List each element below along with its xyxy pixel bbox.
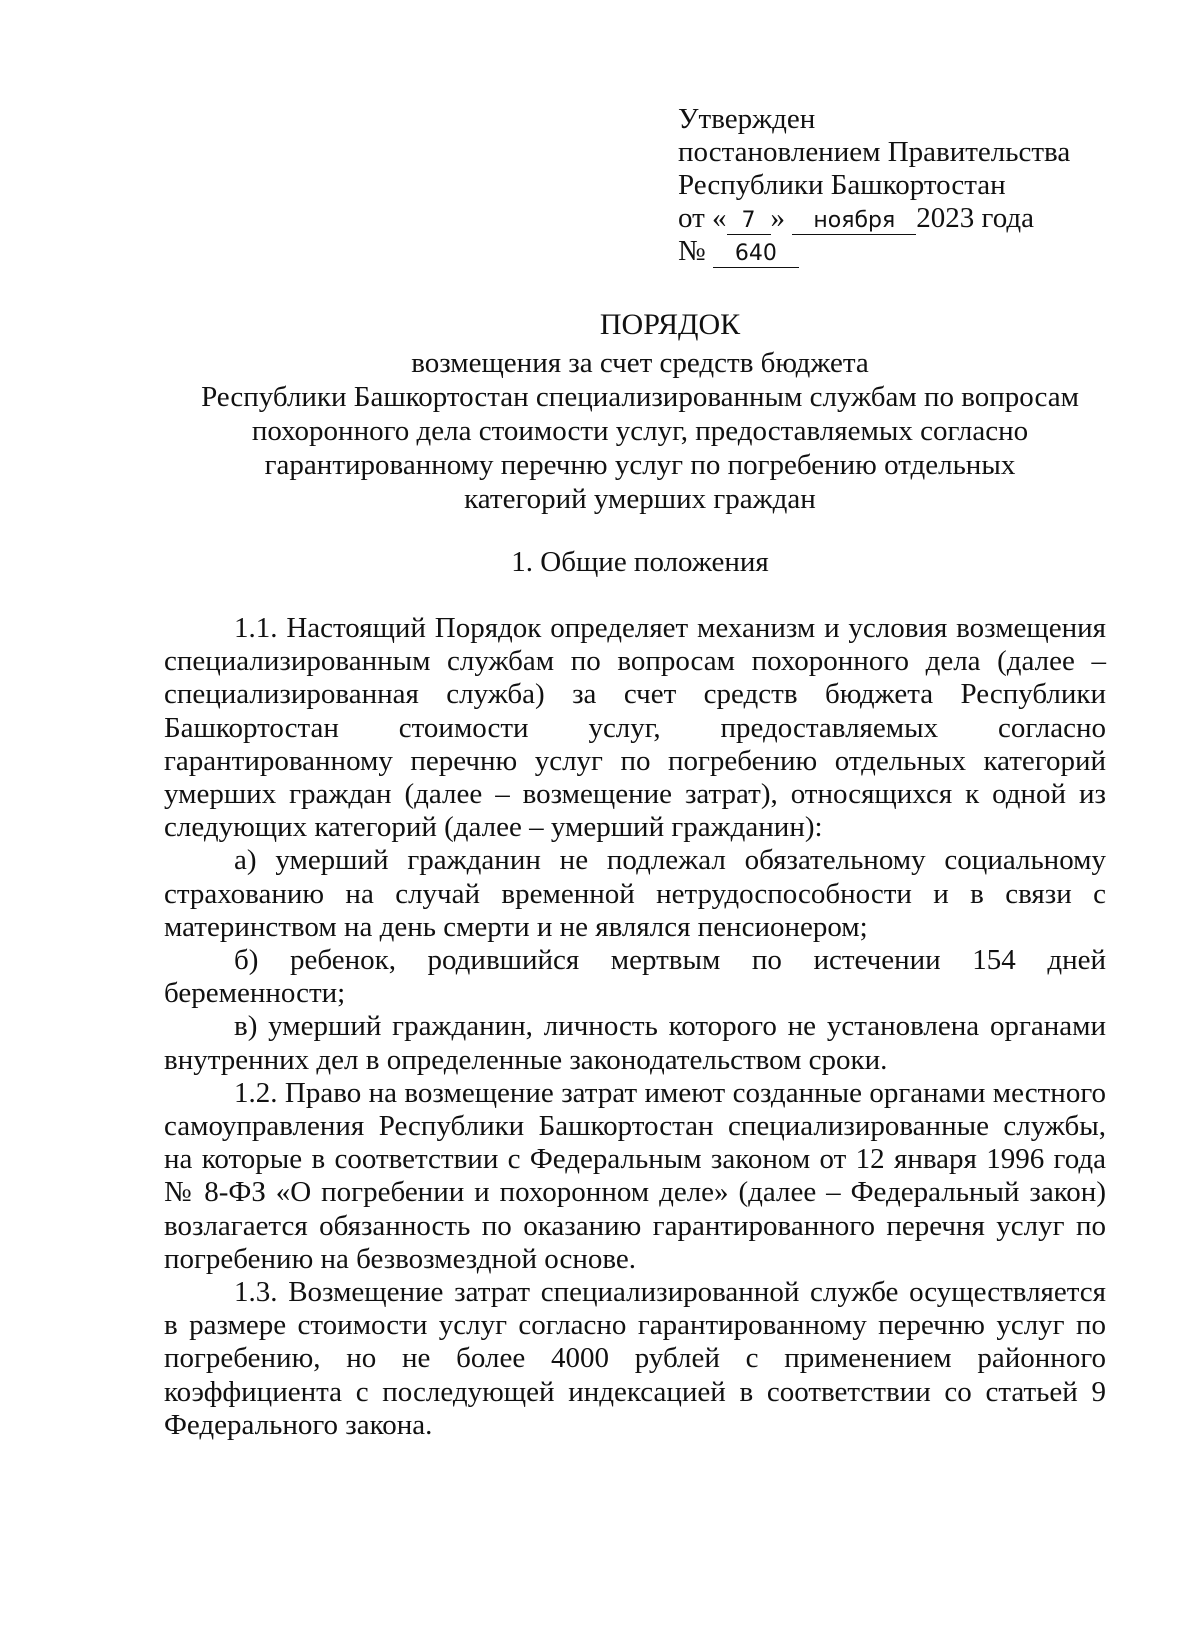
paragraph-item-v: в) умерший гражданин, личность которого не установлена органами внутренних дел в определенные законодательством сроки. — [164, 1010, 1106, 1076]
subtitle-line: гарантированному перечню услуг по погребению отдельных — [264, 449, 1016, 481]
date-prefix: от « — [678, 202, 727, 234]
approval-region: Республики Башкортостан — [678, 169, 1006, 201]
approval-block — [678, 103, 1138, 268]
approval-heading: Утвержден — [678, 103, 816, 135]
subtitle-line: возмещения за счет средств бюджета — [411, 347, 869, 379]
number-prefix: № — [678, 235, 706, 267]
document-number: 640 — [713, 241, 799, 268]
paragraph-1-1: 1.1. Настоящий Порядок определяет механизм и условия возмещения специализированным службам по вопросам похоронного дела (далее – специализированная служба) за счет средств бюджета Республики Башкортостан стоимости услуг, предоставляемых согласно гарантированному перечню услуг по погребению отдельных категорий умерших граждан (далее – возмещение затрат), относящихся к одной из следующих категорий (далее – умерший гражданин): — [164, 612, 1106, 844]
document-title: ПОРЯДОК — [599, 308, 741, 341]
paragraph-1-2: 1.2. Право на возмещение затрат имеют созданные органами местного самоуправления Республики Башкортостан специализированные службы, на которые в соответствии с Федеральным законом от 12 января 1996 года № 8-ФЗ «О погребении и похоронном деле» (далее – Федеральный закон) возлагается обязанность по оказанию гарантированного перечня услуг по погребению на безвозмездной основе. — [164, 1076, 1106, 1275]
date-day: 7 — [727, 208, 771, 235]
paragraph-1-3: 1.3. Возмещение затрат специализированной службе осуществляется в размере стоимости услуг согласно гарантированному перечню услуг по погребению, но не более 4000 рублей с применением районного коэффициента с последующей индексацией в соответствии со статьей 9 Федерального закона. — [164, 1276, 1106, 1441]
approval-authority: постановлением Правительства — [678, 136, 1071, 168]
date-month: ноября — [792, 208, 916, 235]
approval-number — [678, 235, 1138, 268]
document-subtitle — [120, 346, 1160, 516]
paragraph-item-a: а) умерший гражданин не подлежал обязательному социальному страхованию на случай временной нетрудоспособности и в связи с материнством на день смерти и не являлся пенсионером; — [164, 844, 1106, 943]
approval-date — [678, 202, 1138, 235]
subtitle-line: Республики Башкортостан специализированным службам по вопросам — [201, 381, 1079, 413]
subtitle-line: похоронного дела стоимости услуг, предоставляемых согласно — [251, 415, 1029, 447]
paragraph-item-b: б) ребенок, родившийся мертвым по истечении 154 дней беременности; — [164, 944, 1106, 1010]
date-mid: » — [770, 202, 786, 234]
subtitle-line: категорий умерших граждан — [464, 483, 816, 515]
date-year: 2023 года — [916, 202, 1035, 234]
document-body — [164, 612, 1106, 1442]
section-heading: 1. Общие положения — [511, 546, 769, 578]
